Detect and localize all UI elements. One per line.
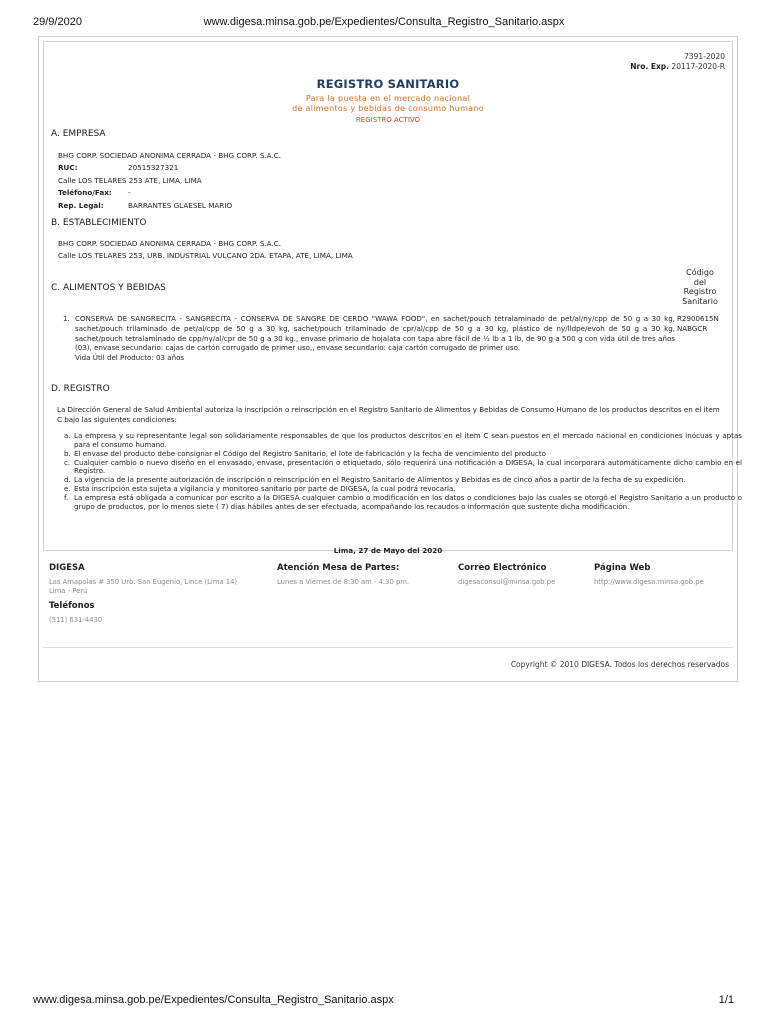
- page-frame: [38, 36, 742, 682]
- registro-code-line-2: NABGCR: [677, 323, 708, 333]
- registro-code: [677, 314, 719, 334]
- footer-correo-link[interactable]: digesaconsul@minsa.gob.pe: [458, 578, 556, 586]
- empresa-name: BHG CORP. SOCIEDAD ANONIMA CERRADA - BHG CORP. S.A.C.: [58, 151, 282, 160]
- empresa-rep: [58, 201, 232, 210]
- condition-text: La empresa está obligada a comunicar por escrito a la DIGESA cualquier cambio o modificación en los datos o condiciones bajo las cuales se otorgó el Registro Sanitario a un producto o grupo de productos, por lo menos siete ( 7) días hábiles antes de ser efectuada, acompañando los recaudos o información que sustente dicha modificación.: [74, 493, 742, 511]
- print-footer: [0, 994, 768, 1008]
- subtitle-line-2: de alimentos y bebidas de consumo humano: [292, 103, 484, 113]
- footer-divider: [43, 647, 733, 648]
- condition-text: La vigencia de la presente autorización de inscripción o reinscripción en el Registro Sanitario de Alimentos y Bebidas es de cinco años a partir de la fecha de su expedición.: [74, 475, 686, 485]
- exp-value: 20117-2020-R: [671, 62, 725, 71]
- rep-label: Rep. Legal:: [58, 201, 104, 210]
- subtitle: [44, 94, 732, 113]
- empresa-ruc: [58, 163, 178, 172]
- footer-mesa-text: Lunes a Viernes de 8:30 am - 4:30 pm.: [277, 578, 410, 586]
- condition-marker: d.: [64, 475, 71, 485]
- condition-item: [64, 432, 742, 449]
- phone-value: -: [128, 188, 131, 197]
- print-header: [0, 16, 768, 30]
- condition-marker: e.: [64, 484, 71, 494]
- code-header-line: Código: [686, 268, 714, 277]
- product-item: [63, 314, 675, 363]
- expediente-info: [630, 52, 725, 72]
- footer-digesa-title: DIGESA: [49, 563, 85, 573]
- ruc-value: 20515327321: [128, 163, 179, 172]
- empresa-phone: [58, 188, 131, 197]
- print-date: 29/9/2020: [33, 16, 82, 28]
- registro-intro: La Dirección General de Salud Ambiental autoriza la inscripción o reinscripción en el Registro Sanitario de Alimentos y Bebidas de Consumo Humano de los productos descritos en el item C bajo las siguientes condiciones:: [57, 405, 720, 424]
- condition-marker: c.: [64, 457, 71, 467]
- condition-item: [64, 459, 742, 476]
- item-number: 1.: [63, 314, 70, 323]
- condition-item: [64, 494, 742, 511]
- section-empresa-heading: A. EMPRESA: [51, 129, 106, 139]
- condition-text: El envase del producto debe consignar el Código del Registro Sanitario, el lote de fabricación y la fecha de vencimiento del producto: [74, 448, 546, 458]
- phone-label: Teléfono/Fax:: [58, 188, 112, 197]
- footer-correo-title: Correo Electrónico: [458, 563, 547, 573]
- footer-tel-title: Teléfonos: [49, 601, 95, 611]
- establecimiento-address: Calle LOS TELARES 253, URB. INDUSTRIAL VULCANO 2DA. ETAPA, ATE, LIMA, LIMA: [58, 251, 353, 260]
- registro-document: [43, 41, 742, 555]
- footer-tel-text: (511) 631-4430: [49, 616, 103, 624]
- document-code: 7391-2020: [684, 52, 725, 61]
- section-establecimiento-heading: B. ESTABLECIMIENTO: [51, 218, 147, 228]
- footer-address-line-1: Las Amapolas # 350 Urb. San Eugenio, Lince (Lima 14): [49, 578, 238, 586]
- conditions-list: [64, 432, 742, 512]
- registro-code-line-1: R2900615N: [677, 314, 719, 323]
- item-description: CONSERVA DE SANGRECITA - SANGRECITA - CONSERVA DE SANGRE DE CERDO "WAWA FOOD", en sachet/pouch tetralaminado de pet/al/ny/cpp de 50 g a 30 kg, sachet/pouch trilaminado de pet/al/cpp de 50 g a 30 kg, sachet/pouch trilaminado de cpr/al/cpp de 50 g a 30 kg, plástico de ny/lldpe/evoh de 50 g a 30 kg, sachet/pouch tetralaminado de cpp/ny/al/cpr de 50 g a 30 kg., envase primario de hojalata con tapa abre fácil de ½ lb a 1 lb, de 90 g a 500 g con vida útil de tres años (03), envase secundario: cajas de cartón corrugado de primer uso,, envase secundario: caja cartón corrugado de primer uso.: [75, 314, 675, 353]
- condition-text: Esta inscripción esta sujeta a vigilancia y monitoreo sanitario por parte de DIGESA, la cual podrá revocarla.: [74, 484, 456, 494]
- rep-value: BARRANTES GLAESEL MARIO: [128, 201, 233, 210]
- copyright: Copyright © 2010 DIGESA. Todos los derechos reservados: [510, 660, 729, 669]
- footer-web-title: Página Web: [594, 563, 651, 573]
- print-url: www.digesa.minsa.gob.pe/Expedientes/Consulta_Registro_Sanitario.aspx: [203, 16, 565, 28]
- empresa-address: Calle LOS TELARES 253 ATE, LIMA, LIMA: [58, 176, 202, 185]
- subtitle-line-1: Para la puesta en el mercado nacional: [305, 94, 471, 103]
- item-vida-util: Vida Útil del Producto: 03 años: [75, 353, 185, 363]
- establecimiento-name: BHG CORP. SOCIEDAD ANONIMA CERRADA - BHG CORP. S.A.C.: [58, 239, 282, 248]
- code-column-header: [675, 268, 725, 306]
- condition-marker: b.: [64, 448, 71, 458]
- place-date: Lima, 27 de Mayo del 2020: [333, 546, 443, 555]
- print-footer-url: www.digesa.minsa.gob.pe/Expedientes/Consulta_Registro_Sanitario.aspx: [33, 994, 394, 1006]
- condition-marker: a.: [64, 431, 71, 440]
- ruc-label: RUC:: [58, 163, 78, 172]
- code-header-line: del: [693, 277, 707, 287]
- condition-text: Cualquier cambio o nuevo diseño en el envasado, envase, presentación o etiquetado, sólo requerirá una notificación a DIGESA, la cual incorporará automáticamente dicho cambio en el Registro.: [74, 457, 742, 476]
- code-header-line: Sanitario: [682, 296, 718, 306]
- section-registro-heading: D. REGISTRO: [51, 384, 110, 394]
- section-alimentos-heading: C. ALIMENTOS Y BEBIDAS: [51, 283, 166, 293]
- page-number: 1/1: [718, 994, 734, 1006]
- page-title: REGISTRO SANITARIO: [316, 77, 460, 91]
- exp-label: Nro. Exp.: [630, 62, 670, 71]
- footer-web-link[interactable]: http://www.digesa.minsa.gob.pe: [594, 578, 704, 586]
- footer-mesa-title: Atención Mesa de Partes:: [277, 563, 400, 573]
- footer-address-line-2: Lima - Perú: [49, 587, 88, 595]
- status-badge: REGISTRO ACTIVO: [355, 116, 421, 124]
- condition-marker: f.: [64, 493, 69, 503]
- footer-digesa-address: [49, 578, 237, 596]
- code-header-line: Registro: [683, 287, 717, 296]
- condition-text: La empresa y su representante legal son solidariamente responsables de que los productos descritos en el item C sean puestos en el mercado nacional en condiciones inócuas y aptas para el consumo humano.: [74, 431, 742, 449]
